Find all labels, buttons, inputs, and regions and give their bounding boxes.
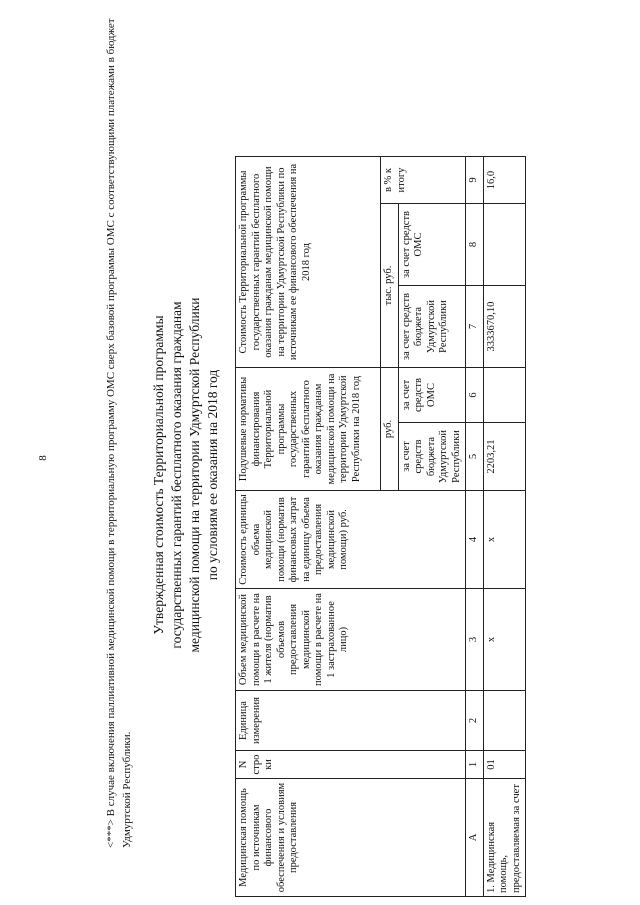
table-row [483, 157, 526, 897]
row-name: 1. Медицинская помощь, предоставляемая за счет [483, 779, 526, 897]
header-cell: Объем медицинской помощи в расчете на 1 жителя (норматив объемов предоставления медицинской помощи в расчете на 1 застрахованное лицо) [236, 589, 466, 691]
header-cell: Стоимость Территориальной программы государственных гарантий бесплатного оказания гражданам медицинской помощи на территории Удмуртской Республики по источникам ее финансового обеспечения на 2018 год [236, 157, 381, 368]
header-cell: за счет средств бюджета Удмуртской Республики [398, 423, 466, 491]
column-number: А [466, 779, 484, 897]
row-number: 01 [483, 751, 526, 779]
row-cost-oms [483, 204, 526, 286]
document-title [150, 215, 222, 735]
header-cell: тыс. руб. [381, 204, 399, 368]
header-cell: за счет средств ОМС [398, 368, 466, 423]
row-unit [483, 691, 526, 751]
title-line: медицинской помощи на территории Удмуртской Республики [187, 297, 202, 653]
column-number: 1 [466, 751, 484, 779]
column-number-row [466, 157, 484, 897]
column-number: 5 [466, 423, 484, 491]
row-volume: х [483, 589, 526, 691]
row-per-capita-oms [483, 368, 526, 423]
row-per-capita-budget: 2203,21 [483, 423, 526, 491]
row-unit-cost: х [483, 491, 526, 589]
title-line: по условиям ее оказания на 2018 год [205, 369, 220, 581]
column-number: 3 [466, 589, 484, 691]
header-cell: Стоимость единицы объема медицинской помощи (норматив финансовых затрат на единицу объема предоставления медицинской помощи) руб. [236, 491, 466, 589]
row-cost-budget: 3333670,10 [483, 286, 526, 368]
table-header-row [236, 157, 381, 897]
header-cell: за счет средств ОМС [398, 204, 466, 286]
footnote: <***> В случае включения паллиативной медицинской помощи в территориальную программу ОМС сверх базовой программы ОМС с соответствующими платежами в бюджет Удмуртской Республики. [105, 18, 133, 848]
header-cell: в % к итогу [381, 157, 466, 204]
column-number: 6 [466, 368, 484, 423]
page-number: 8 [37, 455, 49, 461]
header-cell: Единица измерения [236, 691, 466, 751]
column-number: 9 [466, 157, 484, 204]
row-percent: 16,0 [483, 157, 526, 204]
header-cell: руб. [381, 368, 399, 491]
column-number: 8 [466, 204, 484, 286]
column-number: 2 [466, 691, 484, 751]
title-line: Утвержденная стоимость Территориальной программы [151, 315, 166, 635]
column-number: 7 [466, 286, 484, 368]
header-cell: Медицинская помощь по источникам финансового обеспечения и условиям предоставления [236, 779, 466, 897]
title-line: государственных гарантий бесплатного оказания гражданам [169, 301, 184, 649]
header-cell: Подушевые нормативы финансирования Территориальной программы государственных гарантий бесплатного оказания гражданам медицинской помощи на территории Удмуртской Республики на 2018 год [236, 368, 381, 491]
cost-table [235, 156, 526, 897]
header-cell: N стро ки [236, 751, 466, 779]
column-number: 4 [466, 491, 484, 589]
header-cell: за счет средств бюджета Удмуртской Республики [398, 286, 466, 368]
